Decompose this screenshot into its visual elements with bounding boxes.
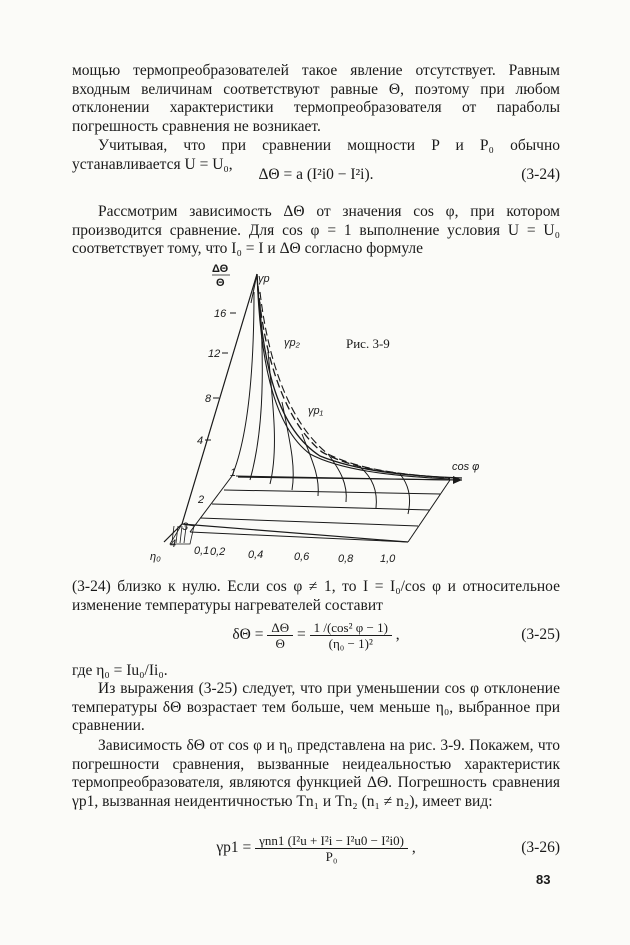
- x-tick-0-8: 0,8: [338, 553, 354, 565]
- y-axis-label-top: ΔΘ: [212, 263, 229, 275]
- figure-caption: Рис. 3-9: [346, 336, 390, 351]
- figure-3-9: [150, 262, 490, 572]
- equation-3-26-number: (3-26): [521, 839, 560, 856]
- curve-gamma-p2: [258, 286, 450, 478]
- eta-tick-1: 1: [230, 467, 237, 479]
- fraction-delta-theta: [267, 620, 293, 651]
- fraction-numerator: ΔΘ: [267, 620, 293, 636]
- y-tick-4: 4: [197, 435, 204, 447]
- y-tick-16: 16: [214, 308, 227, 320]
- paragraph-3: Рассмотрим зависимость ΔΘ от значения cos φ, при котором производится сравнение. Для cos φ = 1 выполнение условия U = U₀ соответствует тому, что I₀ = I и ΔΘ согласно формуле: [72, 203, 560, 257]
- paragraph-4: (3-24) близко к нулю. Если cos φ ≠ 1, то I = I₀/cos φ и относительное изменение температуры нагревателей составит: [72, 578, 560, 614]
- x-tick-0-2: 0,2: [210, 546, 226, 558]
- x-tick-0-1: 0,1: [194, 545, 210, 557]
- eta-tick-2: 2: [198, 494, 205, 506]
- x-tick-1-0: 1,0: [380, 553, 396, 565]
- paragraph-6: Из выражения (3-25) следует, что при уменьшении cos φ отклонение температуры δΘ возрастает тем больше, чем меньше η₀, выбранное при сравнении.: [72, 680, 560, 734]
- equation-3-26-tail: ,: [411, 839, 416, 856]
- curve-gamma-p1: [260, 292, 455, 478]
- equation-3-26-lhs: γp1 =: [216, 839, 252, 856]
- paragraph-1: мощью термопреобразователей такое явление отсутствует. Равным входным величинам соответствуют равные Θ, поэтому при любом отклонении характеристики термопреобразователя от параболы погрешность сравнения не возникает.: [72, 62, 560, 135]
- x-tick-0-4: 0,4: [248, 549, 264, 561]
- y-tick-8: 8: [205, 393, 212, 405]
- equation-3-24: [72, 164, 560, 186]
- curve-label-gamma-p1: γp₁: [308, 405, 324, 417]
- fraction-gamma-p1: [255, 833, 408, 864]
- fraction-denominator: Θ: [275, 635, 285, 651]
- equation-3-24-number: (3-24): [521, 166, 560, 183]
- fraction-denominator: P₀: [325, 848, 338, 864]
- paragraph-5: где η₀ = Iu₀/Ii₀.: [72, 662, 168, 679]
- y-tick-12: 12: [208, 348, 221, 360]
- surface-top-edge: [257, 274, 462, 478]
- cos-phi-axis-label: cos φ: [452, 461, 480, 473]
- y-axis-label-bottom: Θ: [216, 277, 225, 289]
- equation-3-25-lhs: δΘ =: [232, 626, 264, 643]
- equation-3-26: [72, 828, 560, 868]
- paragraph-2: Учитывая, что при сравнении мощности P и P₀ обычно устанавливается U = U₀,: [72, 137, 560, 173]
- equation-3-25-tail: ,: [395, 626, 400, 643]
- equation-3-25-equals: =: [296, 626, 306, 643]
- eta-tick-3: 3: [182, 521, 189, 533]
- equation-3-24-body: ΔΘ = a (I²i0 − I²i).: [258, 166, 374, 183]
- y-axis-gamma-label: γp: [258, 273, 270, 285]
- eta-tick-4: 4: [170, 538, 177, 550]
- paragraph-7: Зависимость δΘ от cos φ и η₀ представлена на рис. 3-9. Покажем, что погрешности сравнения, вызванные неидеальностью характеристик термопреобразователя, являются функцией ΔΘ. Погрешность сравнения γp1, вызванная неидентичностью Tn₁ и Tn₂ (n₁ ≠ n₂), имеет вид:: [72, 737, 560, 810]
- equation-3-25-number: (3-25): [521, 626, 560, 643]
- fraction-numerator: γnn1 (I²u + I²i − I²u0 − I²i0): [255, 833, 408, 849]
- fraction-cos-eta: [310, 620, 392, 651]
- equation-3-25: [72, 615, 560, 655]
- eta-axis-label: η₀: [150, 551, 161, 563]
- fraction-numerator: 1 /(cos² φ − 1): [310, 620, 392, 636]
- page-number: 83: [536, 872, 551, 887]
- x-tick-0-6: 0,6: [294, 551, 310, 563]
- curve-label-gamma-p2: γp₂: [284, 337, 300, 349]
- fraction-denominator: (η₀ − 1)²: [328, 635, 373, 651]
